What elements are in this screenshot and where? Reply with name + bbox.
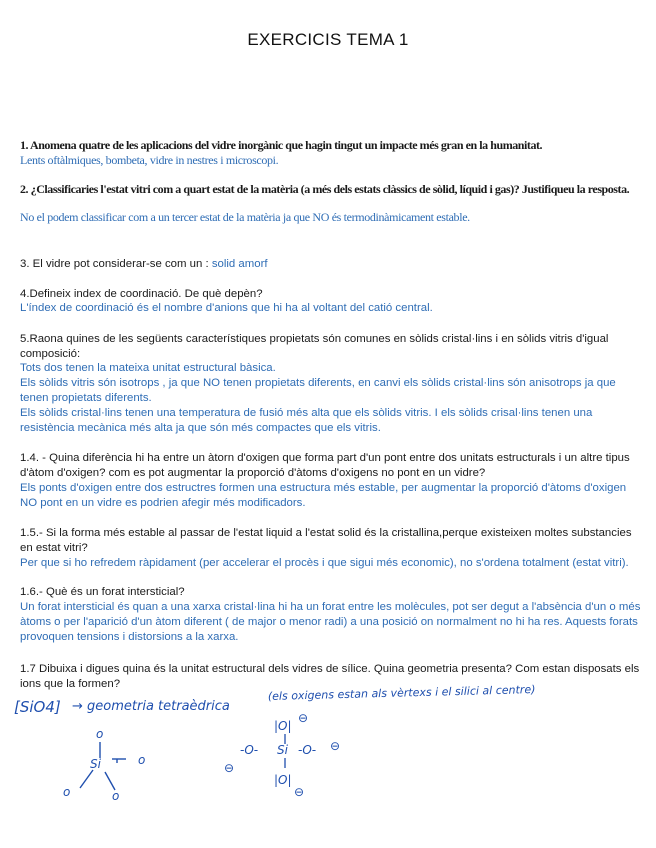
oxygen-left: o (63, 785, 71, 799)
question-4: 4.Defineix index de coordinació. De què depèn? (20, 288, 263, 300)
oxygen-bottom: o (112, 789, 120, 803)
question-1-5: 1.5.- Si la forma més estable al passar de l'estat liquid a l'estat solid és la cristallina,perque existeixen moltes substancies en estat vitri? (20, 527, 632, 554)
answer-4: L'índex de coordinació és el nombre d'anions que hi ha al voltant del catió central. (20, 302, 433, 314)
question-2: 2. ¿Classificaries l'estat vitri com a quart estat de la matèria (a més dels estats clàssics de sòlid, líquid i gas)? Justifiqueu la resposta. (20, 182, 630, 196)
lewis-oxygen-left: -O- (240, 743, 259, 757)
tetrahedron-sketch (80, 742, 126, 790)
question-1: 1. Anomena quatre de les aplicacions del vidre inorgànic que hagin tingut un impacte més gran en la humanitat. (20, 138, 543, 152)
answer-1: Lents oftàlmiques, bombeta, vidre in nestres i microscopi. (20, 153, 279, 167)
question-1-6: 1.6.- Què és un forat intersticial? (20, 586, 185, 598)
lewis-oxygen-bottom: |O| (274, 773, 292, 787)
handwritten-note: (els oxigens estan als vèrtexs i el silici al centre) (267, 682, 536, 703)
charge-bottom: ⊖ (294, 785, 305, 799)
silicon-label: Si (90, 757, 101, 771)
question-3-text: 3. El vidre pot considerar-se com un : (20, 258, 209, 270)
answer-5-line: Els sòlids vitris són isotrops , ja que NO tenen propietats diferents, en canvi els sòlids cristal·lins són anisotrops ja que tenen propietats diferents. (20, 377, 616, 404)
answer-1-4: Els ponts d'oxigen entre dos estructres formen una estructura més estable, per augmentar la proporció d'àtoms d'oxigen NO pont en un vidre es podrien afegir més modificadors. (20, 482, 627, 509)
sio4-formula: [SiO4] (14, 698, 61, 716)
charge-right: ⊖ (330, 739, 341, 753)
question-1-7: 1.7 Dibuixa i digues quina és la unitat estructural dels vidres de sílice. Quina geometria presenta? Com estan disposats els ions que la formen? (20, 663, 640, 690)
oxygen-top: o (96, 727, 104, 741)
answer-5 (20, 361, 645, 436)
answer-1-6: Un forat intersticial és quan a una xarxa cristal·lina hi ha un forat entre les molècules, pot ser degut a l'absència d'un o més àtoms o per l'aparició d'un àtom diferent ( de major o menor radi) a una posició on normalment no hi ha res. Aquests forats provoquen tensions i distorsions a la xarxa. (20, 601, 641, 643)
lewis-oxygen-top: |O| (274, 719, 292, 733)
page-title: EXERCICIS TEMA 1 (247, 30, 409, 49)
charge-left: ⊖ (224, 761, 235, 775)
answer-2: No el podem classificar com a un tercer estat de la matèria ja que NO és termodinàmicament estable. (20, 210, 470, 224)
question-1-4: 1.4. - Quina diferència hi ha entre un àtorn d'oxigen que forma part d'un pont entre dos unitats estructurals i un altre tipus d'àtom d'oxigen? com es pot augmentar la proporció d'àtoms d'oxigens no pont en un vidre? (20, 452, 630, 479)
oxygen-right: o (138, 753, 146, 767)
question-3 (20, 257, 640, 272)
geometry-text: → geometria tetraèdrica (72, 699, 230, 714)
question-5: 5.Raona quines de les següents característiques propietats són comunes en sòlids cristal·lins i en sòlids vitris d'igual composició: (20, 333, 609, 360)
lewis-oxygen-right: -O- (298, 743, 317, 757)
answer-5-line: Els sòlids cristal·lins tenen una temperatura de fusió més alta que els sòlids vitris. I els sòlids crisal·lins tenen una resistència mecànica més alta ja que són més compactes que els vitris. (20, 407, 593, 434)
handwritten-drawing (0, 660, 656, 848)
answer-5-line: Tots dos tenen la mateixa unitat estructural bàsica. (20, 362, 276, 374)
answer-1-5: Per que si ho refredem ràpidament (per accelerar el procès i que sigui més economic), no s'ordena totalment (estat vitri). (20, 557, 629, 569)
lewis-silicon: Si (277, 743, 288, 757)
answer-3: solid amorf (211, 258, 268, 270)
charge-top: ⊖ (298, 711, 309, 725)
